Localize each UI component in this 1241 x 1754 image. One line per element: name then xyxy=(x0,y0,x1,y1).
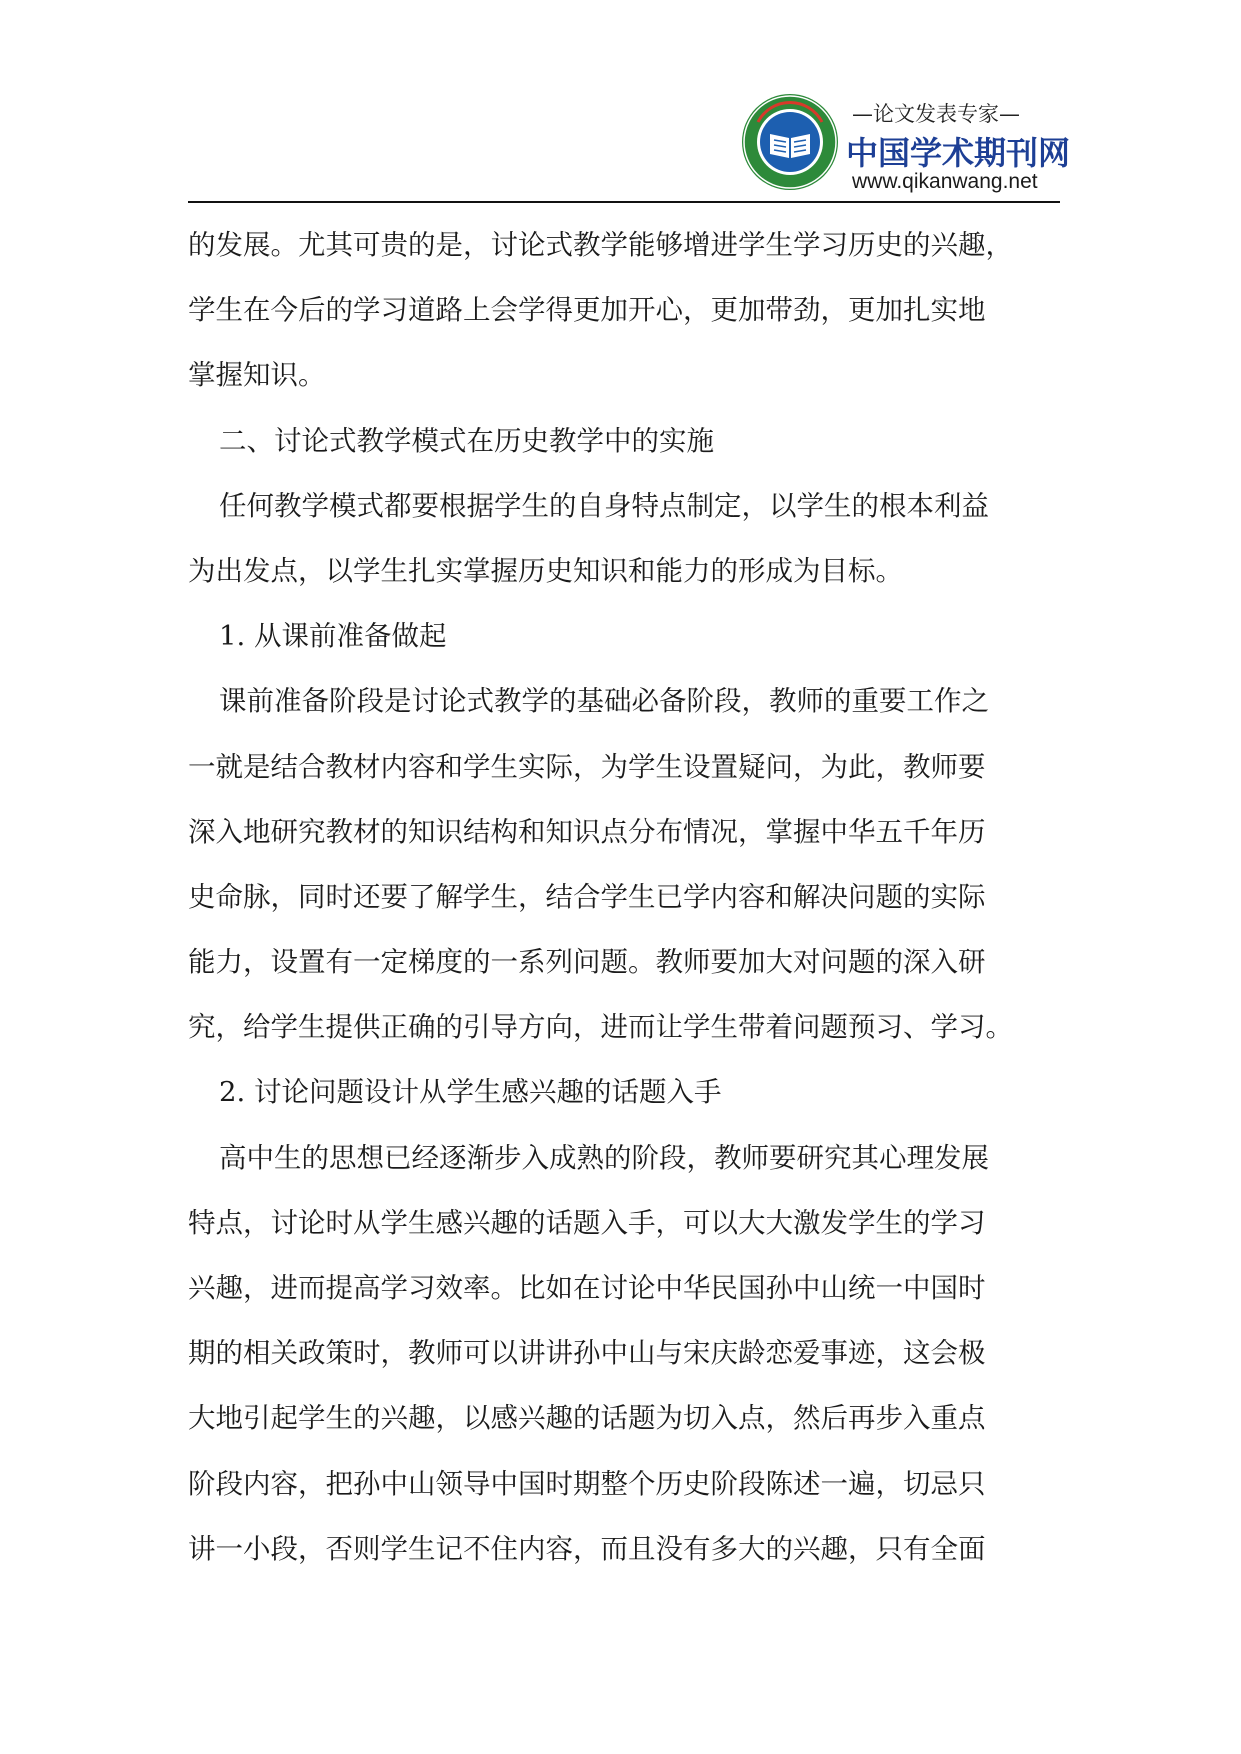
text-line: 任何教学模式都要根据学生的自身特点制定，以学生的根本利益 xyxy=(219,489,989,522)
text-line: 特点，讨论时从学生感兴趣的话题入手，可以大大激发学生的学习 xyxy=(188,1206,986,1239)
subsection-heading: 2. 讨论问题设计从学生感兴趣的话题入手 xyxy=(219,1076,722,1109)
text-line: 学生在今后的学习道路上会学得更加开心，更加带劲，更加扎实地 xyxy=(188,294,986,327)
text-line: 期的相关政策时，教师可以讲讲孙中山与宋庆龄恋爱事迹，这会极 xyxy=(188,1337,986,1370)
text-line: 兴趣，进而提高学习效率。比如在讨论中华民国孙中山统一中国时 xyxy=(188,1272,986,1304)
section-heading: 二、讨论式教学模式在历史教学中的实施 xyxy=(219,424,714,457)
text-line: 阶段内容，把孙中山领导中国时期整个历史阶段陈述一遍，切忌只 xyxy=(188,1467,986,1500)
text-line: 讲一小段，否则学生记不住内容，而且没有多大的兴趣，只有全面 xyxy=(188,1532,986,1565)
text-line: 一就是结合教材内容和学生实际，为学生设置疑问，为此，教师要 xyxy=(188,750,986,783)
text-line: 大地引起学生的兴趣，以感兴趣的话题为切入点，然后再步入重点 xyxy=(188,1402,986,1435)
text-line: 掌握知识。 xyxy=(188,359,326,392)
text-line: 究，给学生提供正确的引导方向，进而让学生带着问题预习、学习。 xyxy=(188,1011,1013,1044)
header-rule xyxy=(188,201,1060,203)
qikanwang-seal-logo xyxy=(740,92,840,192)
text-line: 高中生的思想已经逐渐步入成熟的阶段，教师要研究其心理发展 xyxy=(219,1141,989,1174)
text-line: 能力，设置有一定梯度的一系列问题。教师要加大对问题的深入研 xyxy=(188,946,986,979)
subsection-heading: 1. 从课前准备做起 xyxy=(219,620,447,653)
site-url[interactable]: www.qikanwang.net xyxy=(852,170,1038,193)
brand-name: 中国学术期刊网 xyxy=(846,134,1071,172)
site-header xyxy=(740,92,1070,200)
article-body xyxy=(188,213,1048,1582)
text-line: 为出发点，以学生扎实掌握历史知识和能力的形成为目标。 xyxy=(188,554,903,587)
header-slogan: —论文发表专家— xyxy=(852,102,1020,126)
text-line: 的发展。尤其可贵的是，讨论式教学能够增进学生学习历史的兴趣， xyxy=(188,229,1013,261)
text-line: 史命脉，同时还要了解学生，结合学生已学内容和解决问题的实际 xyxy=(188,880,986,913)
text-line: 深入地研究教材的知识结构和知识点分布情况，掌握中华五千年历 xyxy=(188,815,986,848)
text-line: 课前准备阶段是讨论式教学的基础必备阶段，教师的重要工作之 xyxy=(219,685,989,718)
